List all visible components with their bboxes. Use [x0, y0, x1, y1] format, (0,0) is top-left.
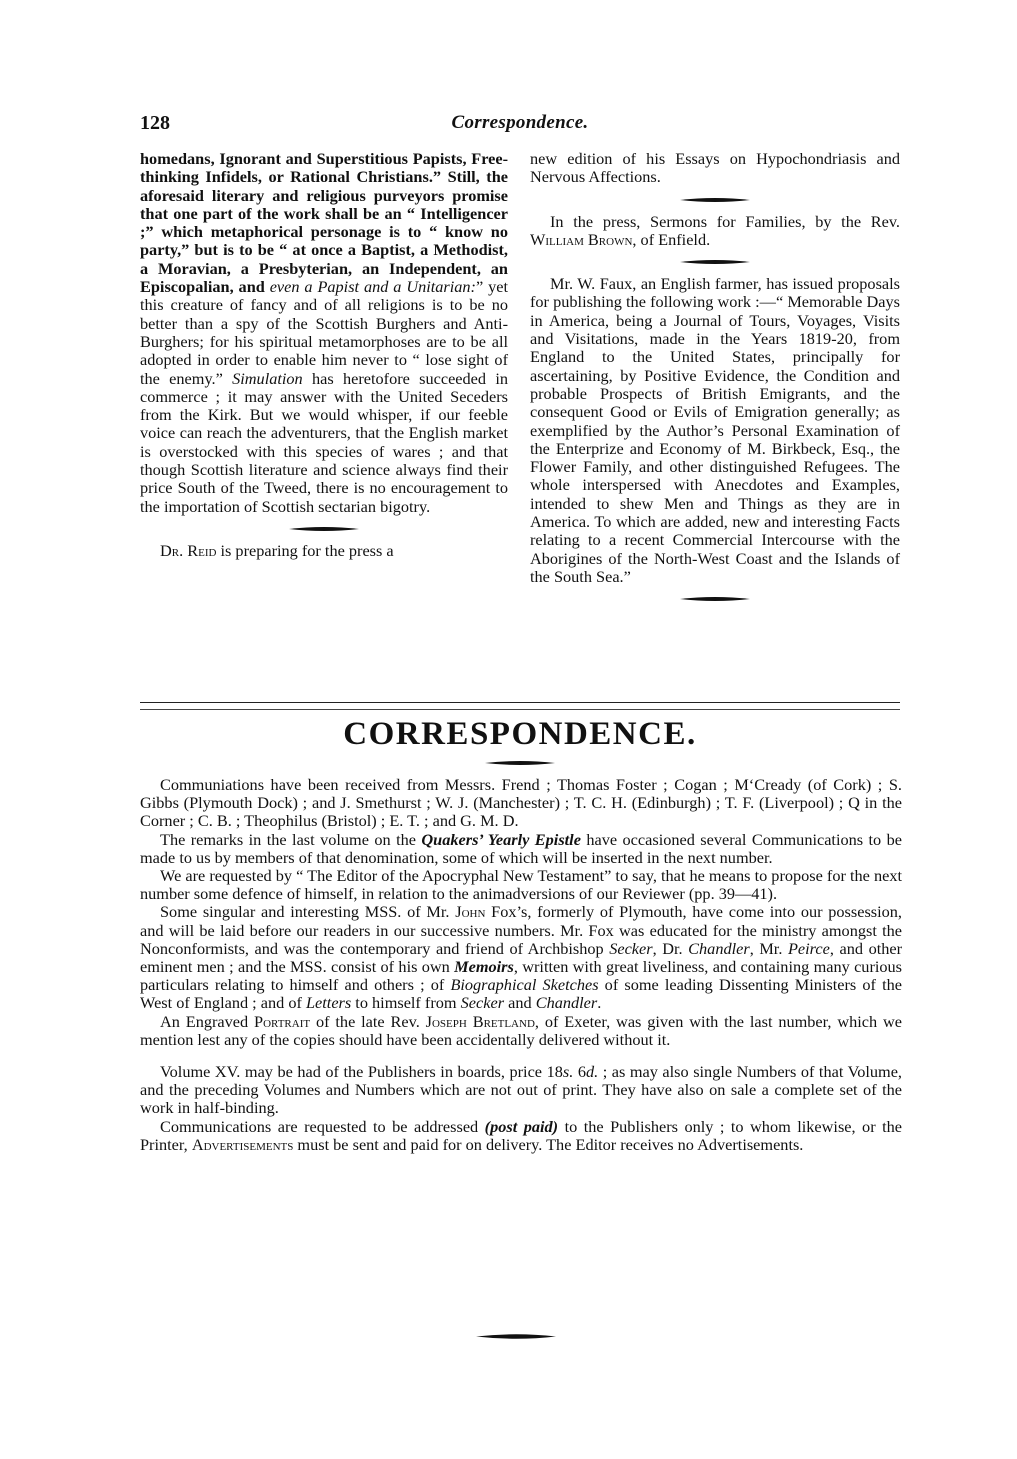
correspondence-paragraph: An Engraved Portrait of the late Rev. Joseph Bretland, of Exeter, was given with the last number, which we mention lest any of the copies should have been accidentally delivered without it.: [140, 1011, 903, 1049]
running-head: Correspondence.: [451, 112, 589, 133]
correspondence-paragraph: Volume XV. may be had of the Publishers in boards, price 18s. 6d. ; as may also single Numbers of that Volume, and the preceding Volumes and Numbers which are not out of print. They have also on sale a complete set of the work in half-binding.: [140, 1062, 902, 1118]
double-rule: [140, 702, 900, 710]
title-ornament: [485, 760, 555, 766]
page-header: [140, 112, 900, 138]
right-paragraph-3: Mr. W. Faux, an English farmer, has issued proposals for publishing the following work :—“ Memorable Days in America, being a Journal of Tours, Voyages, Visits and Visitations, made in the Years 1819-20, from England to the United States, principally for ascertaining, by Positive Evidence, the Condition and probable Prospects of British Emigrants, and the consequent Good or Evils of Emigration generally; as exemplified by the Author’s Personal Examination of the Enterprize and Economy of M. Birkbeck, Esq., the Flower Family, and other distinguished Refugees. The whole interspersed with Anecdotes and Examples, intended to shew Men and Things as they are in America. To which are added, new and interesting Facts relating to a recent Commercial Intercourse with the Aborigines of the North-West Coast and the Islands of the South Sea.”: [530, 274, 900, 586]
right-column: [530, 150, 900, 612]
section-title: CORRESPONDENCE.: [343, 716, 697, 752]
correspondence-paragraph: We are requested by “ The Editor of the Apocryphal New Testament” to say, that he means to propose for the next number some defence of himself, in relation to the animadversions of our Reviewer (pp. 39—41).: [140, 866, 902, 904]
left-paragraph-2: Dr. Reid is preparing for the press a: [160, 540, 394, 560]
end-ornament: [476, 1333, 556, 1340]
correspondence-paragraph: Some singular and interesting MSS. of Mr. John Fox’s, formerly of Plymouth, have come into our possession, and will be laid before our readers in our successive numbers. Mr. Fox was educated for the ministry amongst the Nonconformists, and was the contemporary and friend of Archbishop Secker, Dr. Chandler, Mr. Peirce, and other eminent men ; and the MSS. consist of his own Memoirs, written with great liveliness, and containing many curious particulars relating to himself and others ; of Biographical Sketches of some leading Dissenting Ministers of the West of England ; and of Letters to himself from Secker and Chandler.: [140, 902, 903, 1013]
left-column: [140, 150, 508, 560]
right-paragraph-1: new edition of his Essays on Hypochondriasis and Nervous Affections.: [530, 149, 900, 187]
correspondence-paragraph: Communiations have been received from Messrs. Frend ; Thomas Foster ; Cogan ; M‘Cready (of Cork) ; S. Gibbs (Plymouth Dock) ; and J. Smethurst ; W. J. (Manchester) ; T. C. H. (Edinburgh) ; T. F. (Liverpool) ; Q in the Corner ; C. B. ; Theophilus (Bristol) ; E. T. ; and G. M. D.: [140, 775, 902, 831]
correspondence-paragraph: The remarks in the last volume on the Quakers’ Yearly Epistle have occasioned several Communications to be made to us by members of that denomination, some of which will be inserted in the next number.: [140, 829, 903, 867]
ornament-divider: [289, 526, 359, 532]
ornament-divider: [680, 596, 750, 602]
left-paragraph-1: homedans, Ignorant and Superstitious Papists, Free-thinking Infidels, or Rational Christians.” Still, the aforesaid literary and religious purveyors promise that one part of the work shall be an “ Intelligencer ;” which metaphorical personage is to “ know no party,” but is to be “ at once a Baptist, a Methodist, a Moravian, a Presbyterian, an Independent, an Episcopalian, and even a Papist and a Unitarian:” yet this creature of fancy and of all religions is to be no better than a spy of the Scottish Burghers and Anti-Burghers; for his spiritual metamorphoses are to be all adopted in order to enable him never to “ lose sight of the enemy.” Simulation has heretofore succeeded in commerce ; it may answer with the United Seceders from the Kirk. But we would whisper, if our feeble voice can reach the adventurers, that the English market is overstocked with this species of wares ; and that though Scottish literature and science always find their price South of the Tweed, there is no encouragement to the importation of Scottish sectarian bigotry.: [140, 149, 509, 516]
right-paragraph-2: In the press, Sermons for Families, by the Rev. William Brown, of Enfield.: [530, 211, 900, 249]
ornament-divider: [680, 259, 750, 265]
page-number: 128: [140, 112, 170, 134]
ornament-divider: [680, 197, 750, 203]
correspondence-paragraph: Communications are requested to be addressed (post paid) to the Publishers only ; to whom likewise, or the Printer, Advertisements must be sent and paid for on delivery. The Editor receives no Advertisements.: [140, 1116, 903, 1154]
correspondence-body: [140, 776, 902, 1154]
